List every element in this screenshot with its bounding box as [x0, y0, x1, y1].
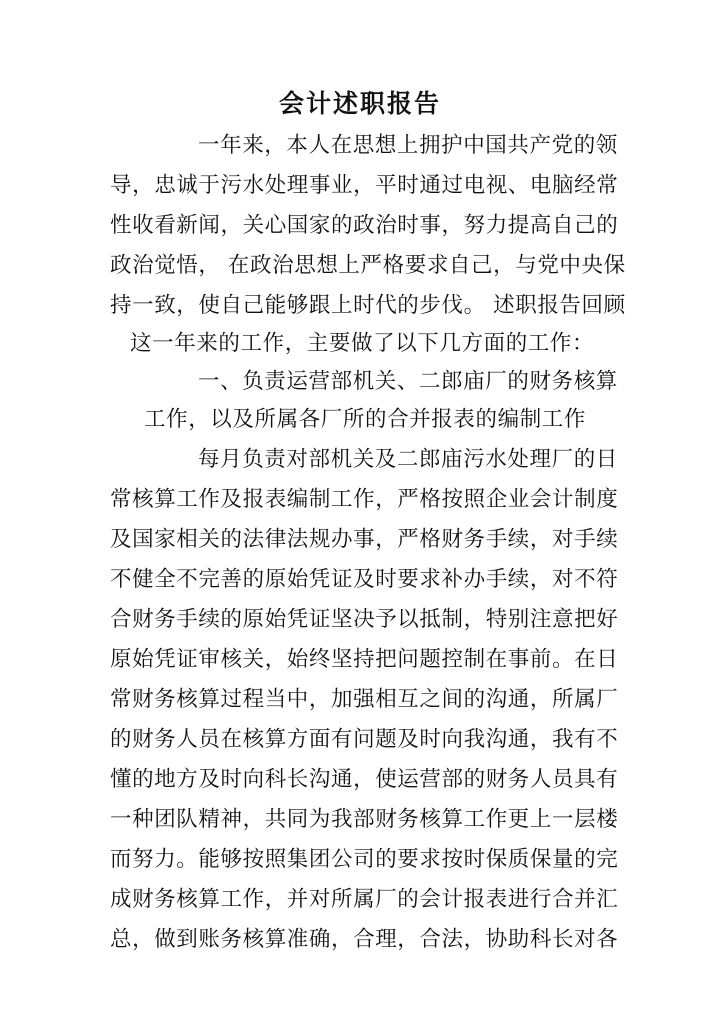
section-heading-line: 一、负责运营部机关、二郎庙厂的财务核算	[198, 369, 618, 394]
paragraph-line: 持一致，使自己能够跟上时代的步伐。 述职报告回顾	[110, 293, 626, 318]
paragraph-line: 合财务手续的原始凭证坚决予以抵制，特别注意把好	[110, 607, 619, 632]
paragraph-line: 一年来，本人在思想上拥护中国共产党的领	[198, 133, 618, 158]
paragraph-line: 常核算工作及报表编制工作，严格按照企业会计制度	[110, 487, 619, 512]
section-heading-line: 工作，以及所属各厂所的合并报表的编制工作	[144, 407, 587, 432]
paragraph-line: 一种团队精神，共同为我部财务核算工作更上一层楼	[110, 807, 619, 832]
paragraph-line: 懂的地方及时向科长沟通，使运营部的财务人员具有	[110, 767, 619, 792]
paragraph-line: 原始凭证审核关，始终坚持把问题控制在事前。在日	[110, 647, 619, 672]
paragraph-line: 而努力。能够按照集团公司的要求按时保质保量的完	[110, 847, 619, 872]
paragraph-line: 政治觉悟， 在政治思想上严格要求自己，与党中央保	[110, 253, 626, 278]
paragraph-line: 每月负责对部机关及二郎庙污水处理厂的日	[198, 447, 618, 472]
paragraph-line: 导，忠诚于污水处理事业，平时通过电视、电脑经常	[110, 173, 619, 198]
paragraph-line: 总，做到账务核算准确，合理，合法，协助科长对各	[110, 927, 619, 952]
paragraph-line: 性收看新闻，关心国家的政治时事，努力提高自己的	[110, 213, 619, 238]
paragraph-line: 这一年来的工作，主要做了以下几方面的工作：	[130, 331, 595, 356]
paragraph-line: 常财务核算过程当中，加强相互之间的沟通，所属厂	[110, 687, 619, 712]
paragraph-line: 成财务核算工作，并对所属厂的会计报表进行合并汇	[110, 887, 619, 912]
paragraph-line: 及国家相关的法律法规办事，严格财务手续，对手续	[110, 527, 619, 552]
paragraph-line: 的财务人员在核算方面有问题及时向我沟通，我有不	[110, 727, 619, 752]
document-title: 会计述职报告	[278, 89, 441, 118]
paragraph-line: 不健全不完善的原始凭证及时要求补办手续，对不符	[110, 567, 619, 592]
